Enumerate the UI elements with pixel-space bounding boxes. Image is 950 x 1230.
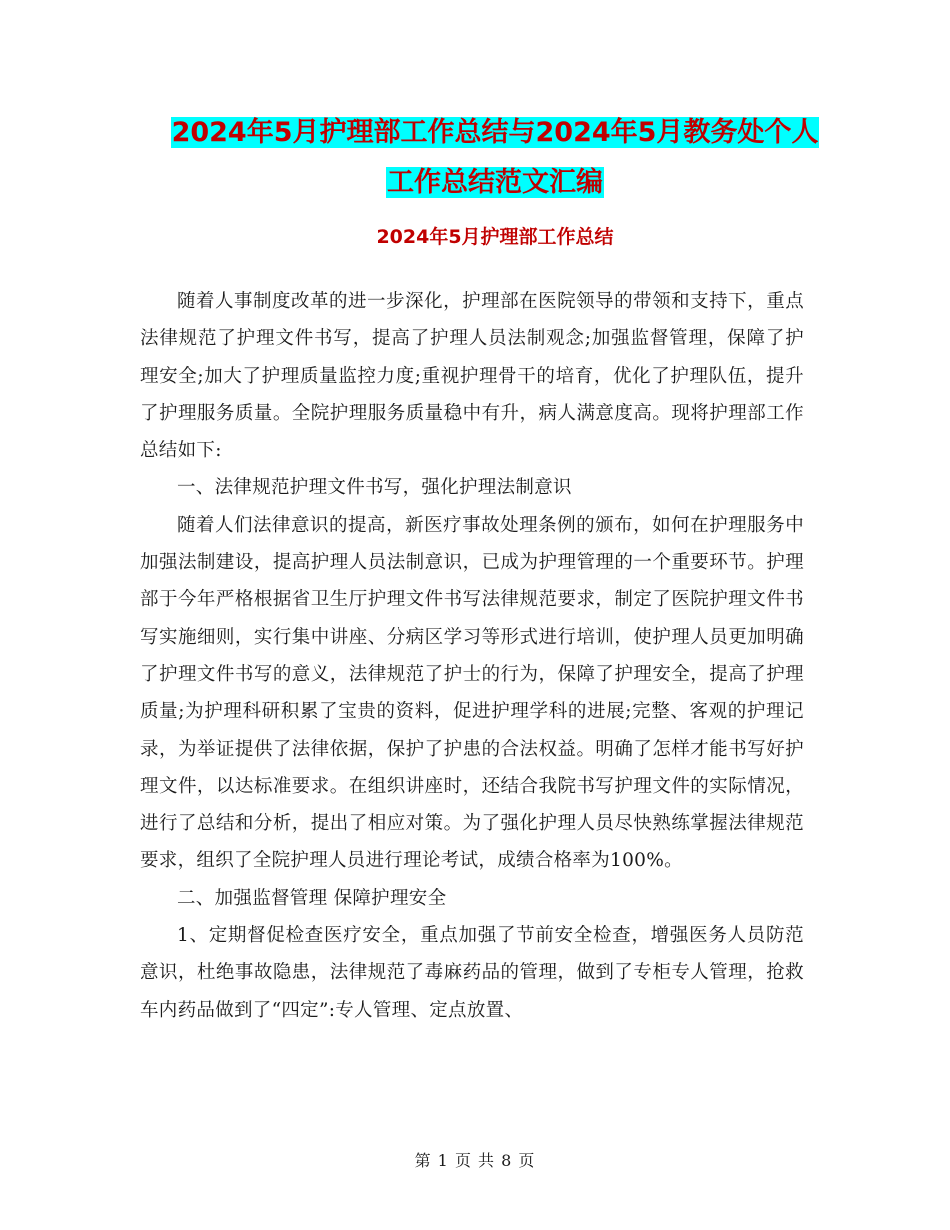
document-body	[140, 283, 804, 1029]
paragraph-intro: 随着人事制度改革的进一步深化，护理部在医院领导的带领和支持下，重点法律规范了护理文件书写，提高了护理人员法制观念;加强监督管理，保障了护理安全;加大了护理质量监控力度;重视护理骨干的培育，优化了护理队伍，提升了护理服务质量。全院护理服务质量稳中有升，病人满意度高。现将护理部工作总结如下:	[140, 291, 804, 462]
document-title-line-2: 工作总结范文汇编	[387, 167, 603, 198]
page-number-footer: 第 1 页 共 8 页	[414, 1151, 536, 1170]
document-title	[140, 108, 850, 208]
heading-section-1: 一、法律规范护理文件书写，强化护理法制意识	[177, 477, 572, 499]
paragraph-section-1: 随着人们法律意识的提高，新医疗事故处理条例的颁布，如何在护理服务中加强法制建设，提高护理人员法制意识，已成为护理管理的一个重要环节。护理部于今年严格根据省卫生厅护理文件书写法律规范要求，制定了医院护理文件书写实施细则，实行集中讲座、分病区学习等形式进行培训，使护理人员更加明确了护理文件书写的意义，法律规范了护士的行为，保障了护理安全，提高了护理质量;为护理科研积累了宝贵的资料，促进护理学科的进展;完整、客观的护理记录，为举证提供了法律依据，保护了护患的合法权益。明确了怎样才能书写好护理文件，以达标准要求。在组织讲座时，还结合我院书写护理文件的实际情况，进行了总结和分析，提出了相应对策。为了强化护理人员尽快熟练掌握法律规范要求，组织了全院护理人员进行理论考试，成绩合格率为100%。	[140, 514, 804, 872]
section-title: 2024年5月护理部工作总结	[376, 226, 614, 248]
paragraph-section-2-item-1: 1、定期督促检查医疗安全，重点加强了节前安全检查，增强医务人员防范意识，杜绝事故隐患，法律规范了毒麻药品的管理，做到了专柜专人管理，抢救车内药品做到了“四定”:专人管理、定点放置、	[140, 925, 804, 1021]
heading-section-2: 二、加强监督管理 保障护理安全	[177, 887, 447, 909]
document-title-line-1: 2024年5月护理部工作总结与2024年5月教务处个人	[171, 117, 819, 148]
